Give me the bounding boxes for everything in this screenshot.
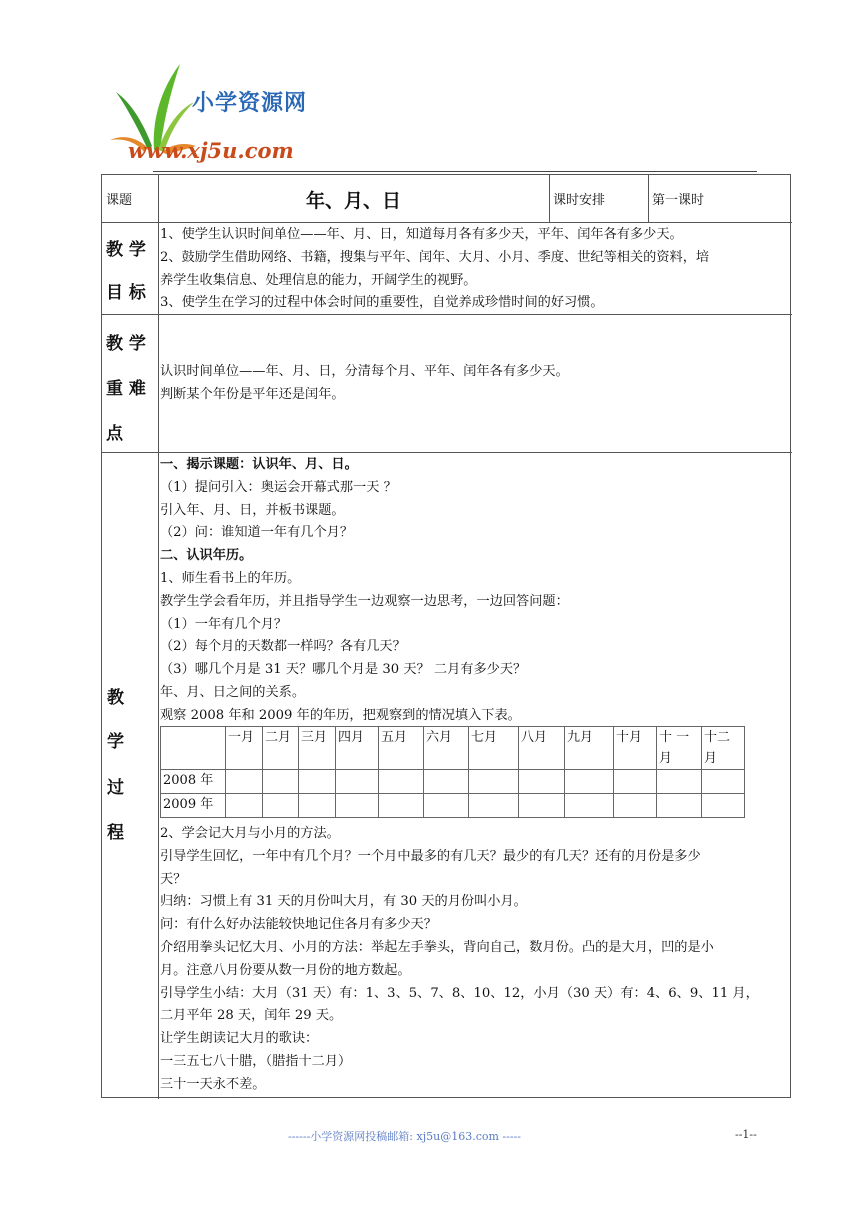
process-line: （2）问：谁知道一年有几个月？ xyxy=(160,525,354,541)
table-cell xyxy=(614,770,657,794)
key-label-line1: 教 学 xyxy=(106,334,146,354)
column-divider xyxy=(158,175,159,1099)
table-cell xyxy=(657,770,702,794)
process-line: 归纳：习惯上有 31 天的月份叫大月，有 30 天的月份叫小月。 xyxy=(160,894,527,910)
goal-line: 1、使学生认识时间单位——年、月、日，知道每月各有多少天，平年、闰年各有多少天。 xyxy=(160,227,683,242)
process-line: 问：有什么好办法能较快地记住各月有多少天？ xyxy=(160,917,437,933)
goals-text xyxy=(160,224,709,315)
process-line: （1）一年有几个月？ xyxy=(160,616,288,632)
goals-label-line1: 教 学 xyxy=(106,240,146,260)
year-label-cell: 2009 年 xyxy=(161,794,226,818)
month-header-cell: 七月 xyxy=(469,727,519,770)
month-header-cell: 四月 xyxy=(336,727,379,770)
table-cell xyxy=(614,794,657,818)
year-row xyxy=(161,794,745,818)
corner-cell xyxy=(161,727,226,770)
table-cell xyxy=(657,794,702,818)
process-line: 2、学会记大月与小月的方法。 xyxy=(160,826,340,841)
process-line: （2）每个月的天数都一样吗？各有几天？ xyxy=(160,639,406,655)
process-line: 引导学生小结：大月（31 天）有：1、3、5、7、8、10、12，小月（30 天）有：4、6、9、11 月， xyxy=(160,985,759,1001)
process-text-before xyxy=(160,454,569,728)
key-label-line2: 重 难 xyxy=(106,379,146,399)
table-cell xyxy=(379,794,424,818)
table-cell xyxy=(469,770,519,794)
process-label-char: 过 xyxy=(107,778,124,798)
process-line: 三十一天永不差。 xyxy=(160,1076,266,1092)
goal-line: 2、鼓励学生借助网络、书籍，搜集与平年、闰年、大月、小月、季度、世纪等相关的资料，培 xyxy=(160,249,710,265)
lesson-title: 年、月、日 xyxy=(305,190,401,212)
column-divider xyxy=(648,175,649,222)
schedule-value: 第一课时 xyxy=(652,193,705,208)
process-line: 年、月、日之间的关系。 xyxy=(160,684,306,700)
process-text-after xyxy=(160,823,759,1097)
key-points-text xyxy=(160,361,569,407)
key-point-line: 判断某个年份是平年还是闰年。 xyxy=(160,386,345,402)
month-header-row xyxy=(161,727,745,770)
process-line: 教学生学会看年历，并且指导学生一边观察一边思考，一边回答问题： xyxy=(160,593,569,609)
month-header-cell: 二月 xyxy=(263,727,299,770)
table-cell xyxy=(336,794,379,818)
footer-mail: ------小学资源网投稿邮箱: xj5u@163.com ----- xyxy=(288,1130,521,1143)
table-cell xyxy=(424,794,469,818)
key-label-line3: 点 xyxy=(106,424,123,444)
key-point-line: 认识时间单位——年、月、日，分清每个月、平年、闰年各有多少天。 xyxy=(160,364,569,379)
process-line: 介绍用拳头记忆大月、小月的方法：举起左手拳头，背向自己，数月份。凸的是大月，凹的是小 xyxy=(160,939,714,955)
month-header-cell: 五月 xyxy=(379,727,424,770)
table-cell xyxy=(226,770,263,794)
topic-label: 课题 xyxy=(106,193,133,208)
schedule-label: 课时安排 xyxy=(553,193,606,208)
month-header-cell: 十 一月 xyxy=(657,727,702,770)
year-label-cell: 2008 年 xyxy=(161,770,226,794)
section-heading: 二、认识年历。 xyxy=(160,548,253,564)
section-heading: 一、揭示课题：认识年、月、日。 xyxy=(160,457,358,472)
process-line: 引导学生回忆，一年中有几个月？一个月中最多的有几天？最少的有几天？还有的月份是多少 xyxy=(160,848,701,864)
month-header-cell: 一月 xyxy=(226,727,263,770)
month-header-cell: 六月 xyxy=(424,727,469,770)
site-logo xyxy=(108,58,338,170)
process-line: （3）哪几个月是 31 天？哪几个月是 30 天？ 二月有多少天？ xyxy=(160,662,527,678)
process-line: 二月平年 28 天，闰年 29 天。 xyxy=(160,1008,343,1024)
table-cell xyxy=(702,794,745,818)
table-cell xyxy=(226,794,263,818)
process-line: 一三五七八十腊，（腊指十二月） xyxy=(160,1053,352,1069)
month-header-cell: 八月 xyxy=(519,727,565,770)
table-cell xyxy=(263,770,299,794)
table-cell xyxy=(299,794,336,818)
table-cell xyxy=(336,770,379,794)
row-divider xyxy=(102,452,792,453)
lesson-plan-table xyxy=(101,174,791,1098)
month-header-cell: 三月 xyxy=(299,727,336,770)
goal-line: 养学生收集信息、处理信息的能力，开阔学生的视野。 xyxy=(160,272,477,288)
process-line: 引入年、月、日，并板书课题。 xyxy=(160,502,345,518)
month-table xyxy=(160,726,745,818)
table-cell xyxy=(565,770,614,794)
table-cell xyxy=(565,794,614,818)
column-divider xyxy=(549,175,550,222)
month-header-cell: 九月 xyxy=(565,727,614,770)
table-cell xyxy=(519,770,565,794)
process-line: （1）提问引入：奥运会开幕式那一天 ？ xyxy=(160,479,397,495)
page-number: --1-- xyxy=(735,1128,757,1141)
goals-label-line2: 目 标 xyxy=(106,283,146,303)
logo-name: 小学资源网 xyxy=(192,91,308,116)
process-label-char: 学 xyxy=(107,732,124,752)
process-line: 天？ xyxy=(160,871,187,887)
process-line: 月。注意八月份要从数一月份的地方数起。 xyxy=(160,962,411,978)
table-cell xyxy=(519,794,565,818)
process-line: 让学生朗读记大月的歌诀： xyxy=(160,1031,319,1047)
table-cell xyxy=(702,770,745,794)
month-header-cell: 十二月 xyxy=(702,727,745,770)
table-cell xyxy=(299,770,336,794)
process-label-char: 教 xyxy=(107,688,124,708)
goal-line: 3、使学生在学习的过程中体会时间的重要性，自觉养成珍惜时间的好习惯。 xyxy=(160,295,604,311)
process-line: 观察 2008 年和 2009 年的年历，把观察到的情况填入下表。 xyxy=(160,707,521,723)
table-cell xyxy=(469,794,519,818)
year-row xyxy=(161,770,745,794)
table-cell xyxy=(379,770,424,794)
table-cell xyxy=(263,794,299,818)
header-rule xyxy=(153,171,757,172)
logo-url: www.xj5u.com xyxy=(128,138,294,163)
table-cell xyxy=(424,770,469,794)
process-line: 1、师生看书上的年历。 xyxy=(160,570,301,586)
process-label-char: 程 xyxy=(107,823,124,843)
month-header-cell: 十月 xyxy=(614,727,657,770)
row-divider xyxy=(102,222,792,223)
